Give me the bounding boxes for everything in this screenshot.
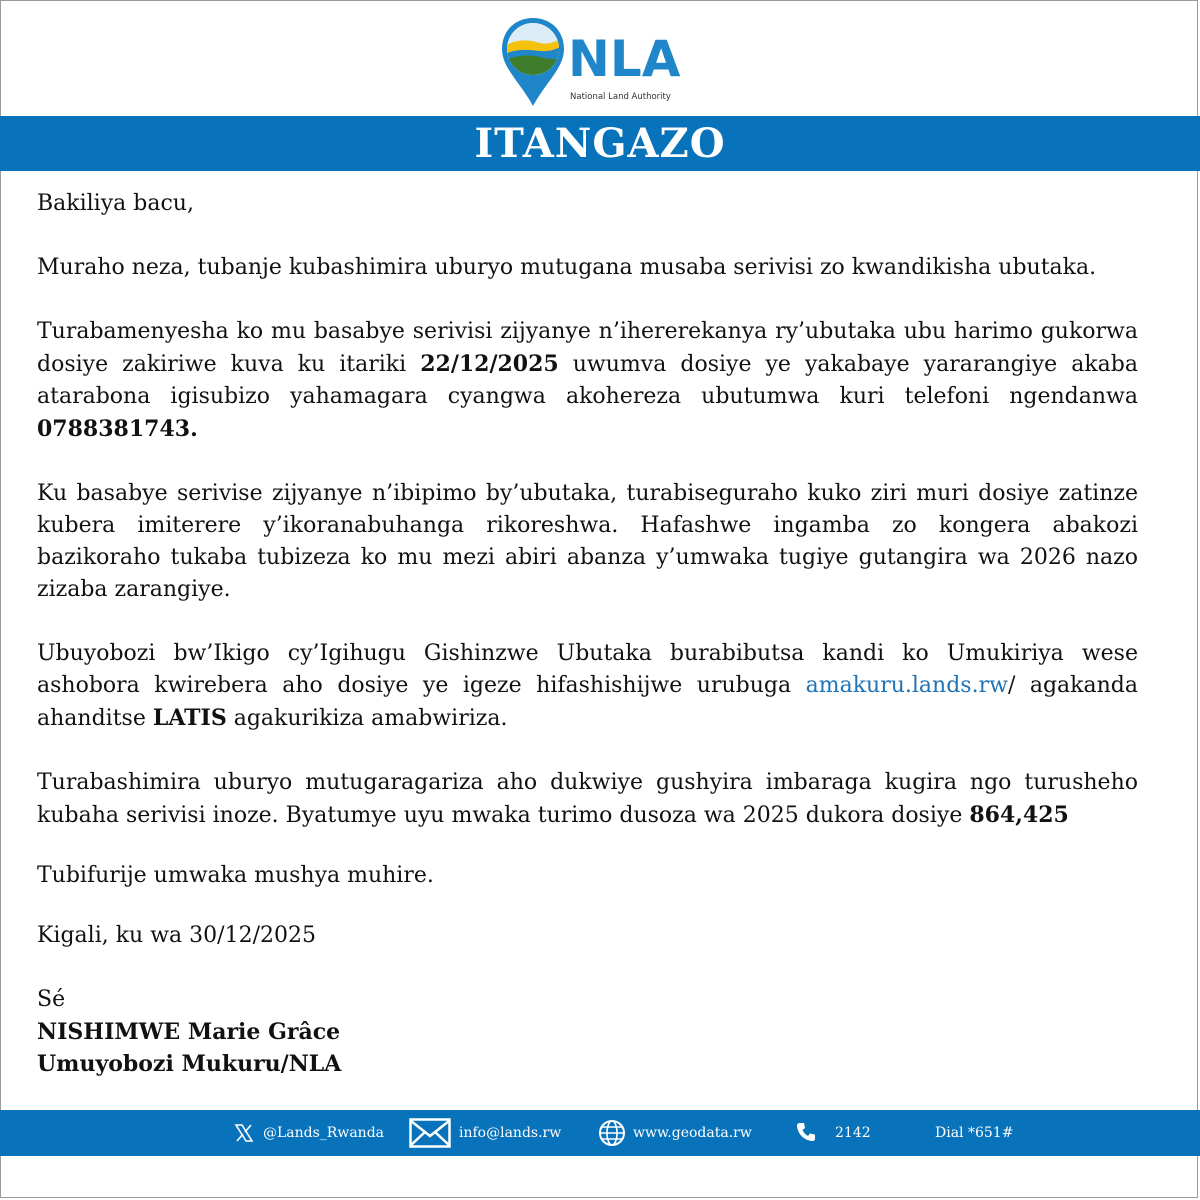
amakuru-link[interactable]: amakuru.lands.rw bbox=[805, 673, 1008, 698]
signatory-name: NISHIMWE Marie Grâce bbox=[37, 1019, 341, 1045]
files-count: 864,425 bbox=[969, 802, 1069, 828]
tracking-text-c: agakurikiza amabwiriza. bbox=[226, 706, 508, 731]
signature-prefix: Sé bbox=[37, 987, 66, 1012]
transfer-paragraph bbox=[37, 316, 1138, 446]
nla-logo bbox=[500, 16, 690, 110]
contact-footer bbox=[0, 1110, 1200, 1156]
thanks-text: Turabashimira uburyo mutugaragariza aho dukwiye gushyira imbaraga kugira ngo turusheho kubaha serivisi inoze. Byatumye uyu mwaka turimo dusoza wa 2025 dukora dosiye bbox=[37, 770, 1138, 828]
footer-phone[interactable]: 2142 bbox=[835, 1125, 871, 1141]
letter-body bbox=[37, 188, 1138, 1080]
tracking-text-a: Ubuyobozi bw’Ikigo cy’Igihugu Gishinzwe Ubutaka burabibutsa kandi ko Umukiriya wese ashobora kwirebera aho dosiye ye igeze hifashishijwe urubuga bbox=[37, 641, 1138, 698]
cutoff-date: 22/12/2025 bbox=[420, 351, 559, 377]
survey-paragraph: Ku basabye serivise zijyanye n’ibipimo by’ubutaka, turabiseguraho kuko ziri muri dosiye zatinze kubera imiterere y’ikoranabuhanga rikoreshwa. Hafashwe ingamba zo kongera abakozi bazikoraho tukaba tubizeza ko mu mezi abiri abanza y’umwaka tugiye gutangira wa 2026 nazo zizaba zarangiye. bbox=[37, 481, 1138, 602]
notice-title: ITANGAZO bbox=[474, 120, 726, 167]
place-date: Kigali, ku wa 30/12/2025 bbox=[37, 923, 316, 948]
footer-website[interactable]: www.geodata.rw bbox=[633, 1125, 752, 1141]
footer-twitter[interactable]: @Lands_Rwanda bbox=[263, 1125, 385, 1141]
logo-name: NLA bbox=[568, 30, 681, 88]
thanks-paragraph bbox=[37, 767, 1138, 832]
globe-icon bbox=[598, 1119, 626, 1147]
wishes-line: Tubifurije umwaka mushya muhire. bbox=[37, 863, 434, 888]
transfer-text-b: uwumva dosiye ye yakabaye yararangiye akaba atarabona igisubizo yahamagara cyangwa akohereza ubutumwa kuri telefoni ngendanwa bbox=[37, 352, 1138, 409]
x-twitter-icon bbox=[234, 1123, 254, 1143]
logo-subtitle: National Land Authority bbox=[570, 92, 671, 102]
phone-icon bbox=[796, 1122, 816, 1142]
notice-title-banner bbox=[0, 116, 1200, 171]
map-pin-logo-icon bbox=[500, 16, 566, 108]
transfer-text-a: Turabamenyesha ko mu basabye serivisi zijyanye n’ihererekanya ry’ubutaka ubu harimo gukorwa dosiye zakiriwe kuva ku itariki bbox=[37, 319, 1138, 377]
intro-paragraph: Muraho neza, tubanje kubashimira uburyo mutugana musaba serivisi zo kwandikisha ubutaka. bbox=[37, 255, 1097, 280]
tracking-text-b: / agakanda ahanditse bbox=[37, 673, 1138, 731]
signatory-title: Umuyobozi Mukuru/NLA bbox=[37, 1051, 342, 1077]
phone-number: 0788381743. bbox=[37, 416, 198, 442]
latis-label: LATIS bbox=[152, 705, 227, 731]
mail-icon bbox=[409, 1118, 451, 1148]
footer-email[interactable]: info@lands.rw bbox=[459, 1125, 562, 1141]
footer-dial-code: Dial *651# bbox=[935, 1125, 1014, 1141]
tracking-paragraph bbox=[37, 638, 1138, 735]
greeting: Bakiliya bacu, bbox=[37, 191, 194, 216]
